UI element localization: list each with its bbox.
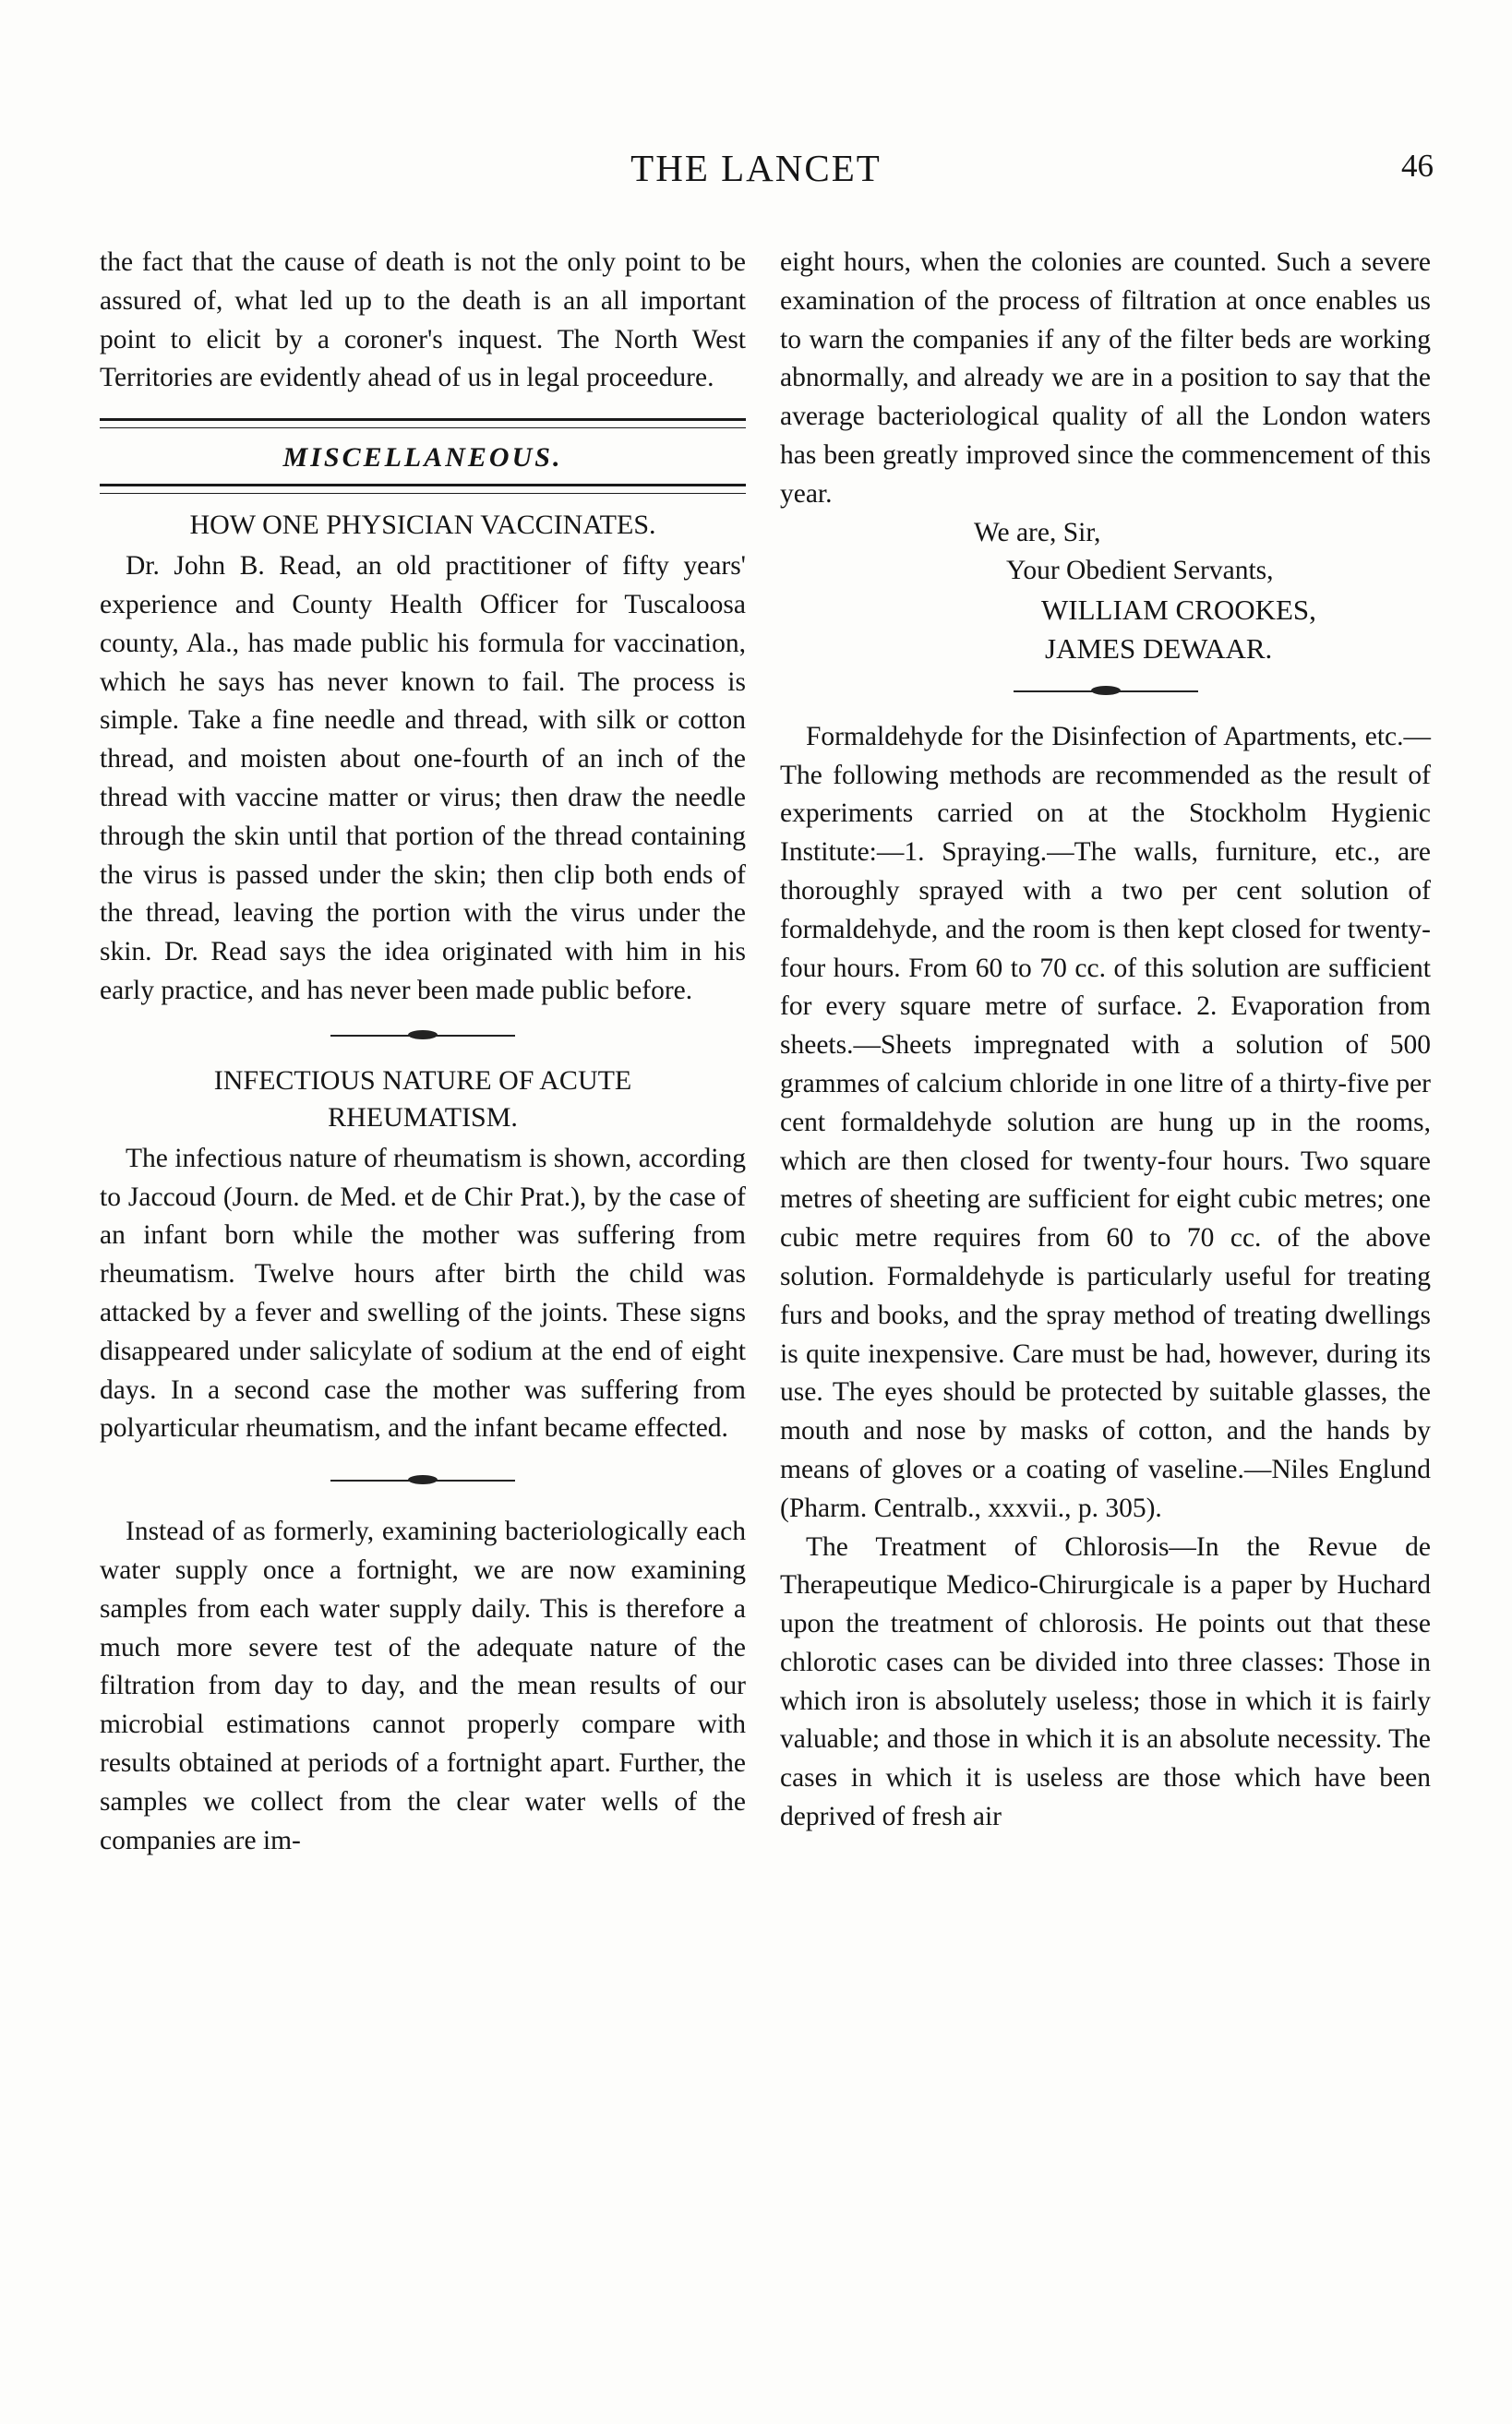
signoff-salutation: We are, Sir, (974, 517, 1101, 547)
article-body-vaccinates: Dr. John B. Read, an old practitioner of fifty years' experience and County Health Officer for Tuscaloosa county, Ala., has made public his formula for vaccination, which he says has never known to fail. The process is simple. Take a fine needle and thread, with silk or cotton thread, and moisten about one-fourth of an inch of the thread with vaccine matter or virus; then draw the needle through the skin until that portion of the thread containing the virus is passed under the skin; then clip both ends of the thread, leaving the portion with the virus under the skin. Dr. Read says the idea originated with him in his early practice, and has never been made public before. (100, 551, 746, 1005)
article-body-formaldehyde: Formaldehyde for the Disinfection of Apartments, etc.—The following methods are recommended as the result of experiments carried on at the Stockholm Hygienic Institute:—1. Spraying.—The walls, furniture, etc., are thoroughly sprayed with a two per cent solution of formaldehyde, and the room is then kept closed for twenty-four hours. From 60 to 70 cc. of this solution are sufficient for every square metre of surface. 2. Evaporation from sheets.—Sheets impregnated with a solution of 500 grammes of calcium chloride in one litre of a thirty-five per cent formaldehyde solution are hung up in the rooms, which are then closed for twenty-four hours. Two square metres of sheeting are sufficient for eight cubic metres; one cubic metre requires from 60 to 70 cc. of the above solution. Formaldehyde is particularly useful for treating furs and books, and the spray method of treating dwellings is quite inexpensive. Care must be had, however, during its use. The eyes should be protected by suitable glasses, the mouth and nose by masks of cotton, and the hands by means of gloves or a coating of vaseline.—Niles Englund (Pharm. Centralb., xxxvii., p. 305). (780, 721, 1431, 1523)
right-column (780, 244, 1431, 1837)
intro-paragraph: the fact that the cause of death is not the only point to be assured of, what led up to the death is an all important point to elicit by a coroner's inquest. The North West Territories are evidently ahead of us in legal proceedure. (100, 247, 746, 393)
section-title: MISCELLANEOUS. (282, 442, 563, 474)
left-column (100, 244, 746, 1860)
article-heading-rheumatism: INFECTIOUS NATURE OF ACUTE RHEUMATISM. (213, 1064, 632, 1133)
page-number: 46 (1401, 148, 1434, 184)
section-rule-bottom (100, 484, 746, 494)
article-body-chlorosis: The Treatment of Chlorosis—In the Revue de Therapeutique Medico-Chirurgicale is a paper by Huchard upon the treatment of chlorosis. He points out that these chlorotic cases can be divided into three classes: Those in which iron is absolutely useless; those in which it is fairly valuable; and those in which it is an absolute necessity. The cases in which it is useless are those which have been deprived of fresh air (780, 1531, 1431, 1832)
signatory-crookes: WILLIAM CROOKES, (1041, 594, 1316, 627)
journal-title: THE LANCET (630, 147, 882, 189)
ornament-divider (330, 1027, 515, 1044)
section-rule-top (100, 418, 746, 428)
ornament-divider (330, 1472, 515, 1489)
signatory-dewaar: JAMES DEWAAR. (1045, 631, 1273, 665)
ornament-divider (1014, 683, 1198, 700)
article-body-rheumatism: The infectious nature of rheumatism is shown, according to Jaccoud (Journ. de Med. et de Chir Prat.), by the case of an infant born while the mother was suffering from rheumatism. Twelve hours after birth the child was attacked by a fever and swelling of the joints. These signs disappeared under salicylate of sodium at the end of eight days. In a second case the mother was suffering from polyarticular rheumatism, and the infant became effected. (100, 1143, 746, 1444)
running-head (0, 146, 1512, 198)
article-heading-vaccinates: HOW ONE PHYSICIAN VACCINATES. (189, 510, 656, 541)
continuation-paragraph: eight hours, when the colonies are counted. Such a severe examination of the process of filtration at once enables us to warn the companies if any of the filter beds are working abnormally, and already we are in a position to say that the average bacteriological quality of all the London waters has been greatly improved since the commencement of this year. (780, 247, 1431, 509)
signoff-closing: Your Obedient Servants, (1006, 556, 1274, 586)
article-body-water-supply: Instead of as formerly, examining bacteriologically each water supply once a fortnight, we are now examining samples from each water supply daily. This is therefore a much more severe test of the adequate nature of the filtration from day to day, and the mean results of our microbial estimations cannot properly compare with results obtained at periods of a fortnight apart. Further, the samples we collect from the clear water wells of the companies are im- (100, 1517, 746, 1855)
